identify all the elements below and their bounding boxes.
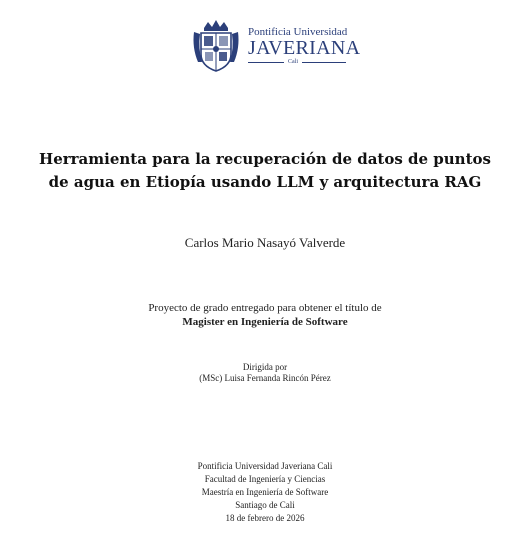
university-wordmark [248,26,360,66]
logo-line-pontificia: Pontificia Universidad [248,26,348,38]
advisor-label: Dirigida por [242,362,288,372]
logo-rule-right [302,62,346,63]
institution-footer [20,460,510,525]
footer-date: 18 de febrero de 2026 [225,513,305,523]
footer-city: Santiago de Cali [235,500,295,510]
logo-rule-left [248,62,284,63]
university-seal-icon [190,18,242,74]
footer-program: Maestría en Ingeniería de Software [201,487,329,497]
thesis-title [20,148,510,194]
degree-name: Magister en Ingeniería de Software [182,316,348,328]
footer-university: Pontificia Universidad Javeriana Cali [197,461,333,471]
thesis-title-line-2: de agua en Etiopía usando LLM y arquitectura RAG [48,173,482,191]
degree-statement [20,301,510,329]
advisor-name: (MSc) Luisa Fernanda Rincón Pérez [199,373,331,383]
thesis-title-line-1: Herramienta para la recuperación de datos de puntos [39,150,491,168]
logo-rule [248,59,360,66]
footer-faculty: Facultad de Ingeniería y Ciencias [204,474,326,484]
advisor-block [20,362,510,384]
logo-line-cali: Cali [288,59,298,65]
logo-line-javeriana: JAVERIANA [248,37,361,59]
degree-intro: Proyecto de grado entregado para obtener el título de [148,302,382,314]
author-name: Carlos Mario Nasayó Valverde [184,235,346,250]
university-logo [190,18,361,74]
